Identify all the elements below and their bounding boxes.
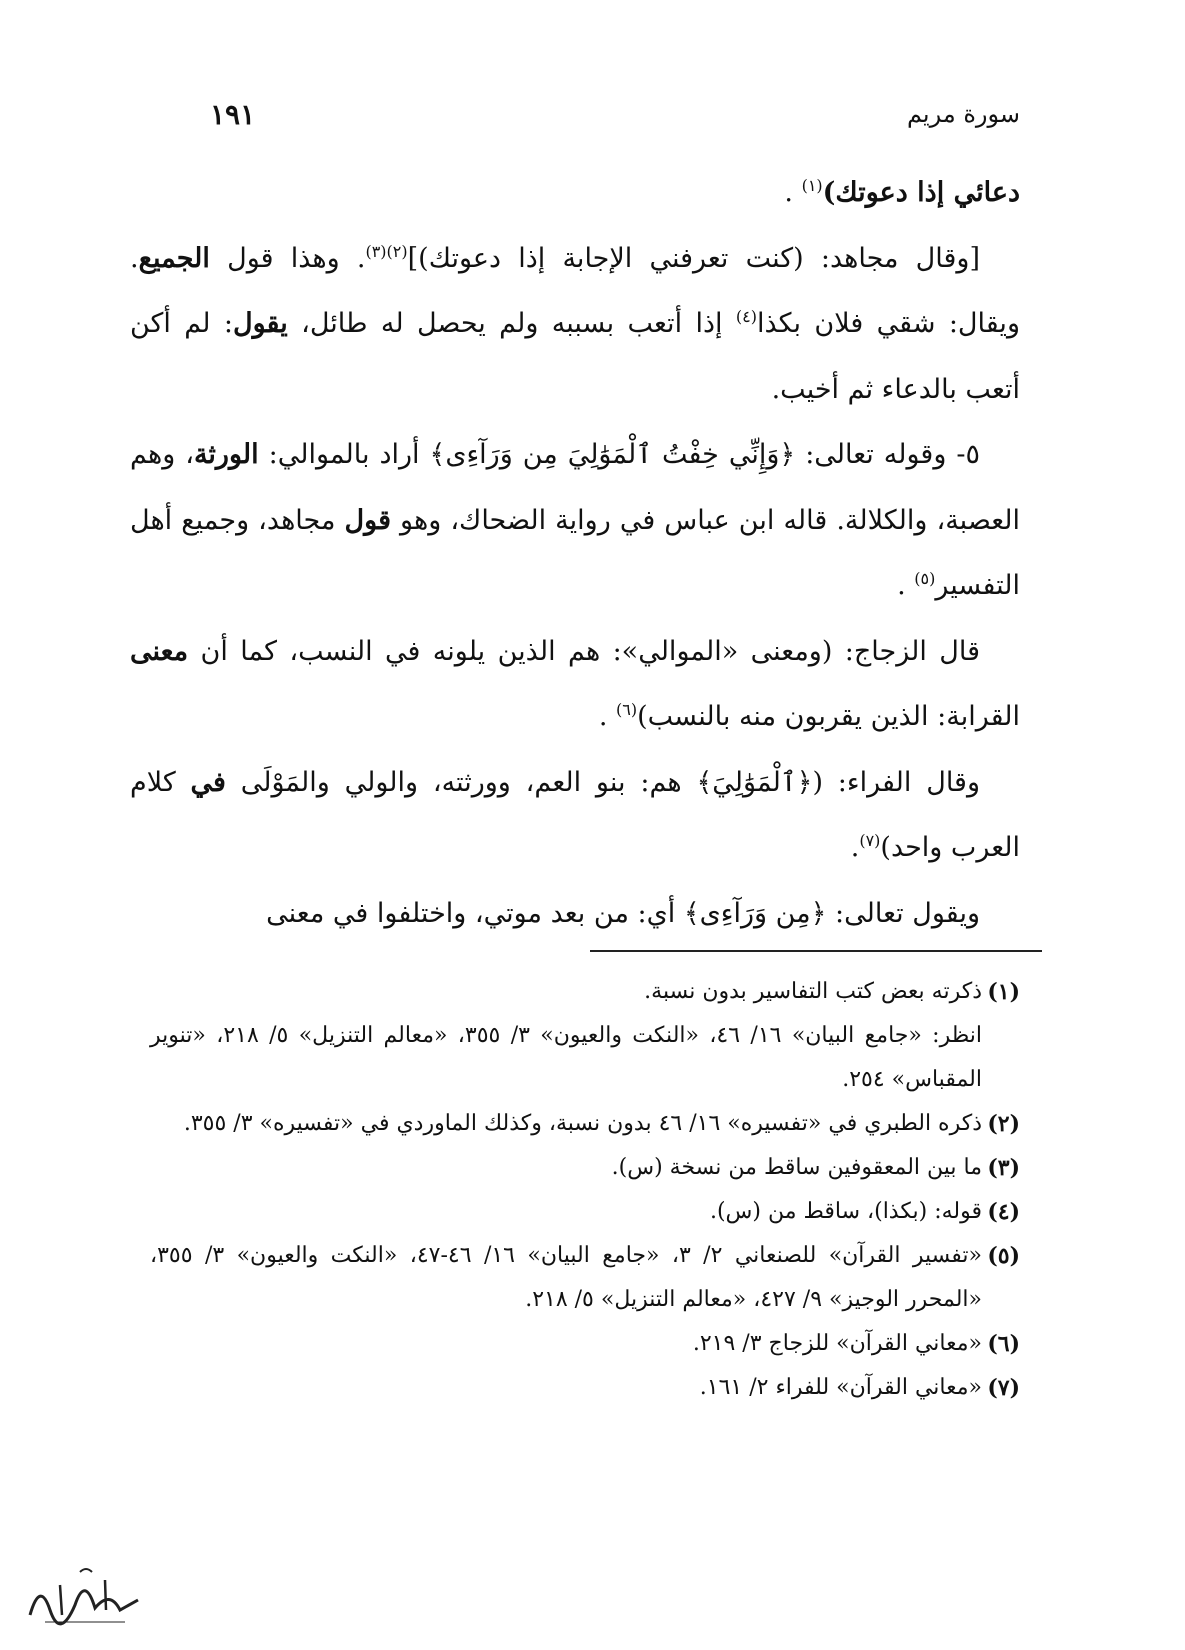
footnote-number: (٧) bbox=[987, 1375, 1020, 1401]
text-span: وقال الفراء: (﴿ٱلْمَوَٰلِيَ﴾ هم: بنو العم، وورثته، والولي والمَوْلَى bbox=[225, 766, 980, 798]
paragraph-1 bbox=[130, 160, 1020, 226]
main-text bbox=[130, 160, 1020, 946]
footnotes bbox=[150, 970, 1020, 1410]
footnote-number: (٤) bbox=[987, 1199, 1020, 1225]
footnote-ref-1: (١) bbox=[801, 176, 823, 195]
text-span: . bbox=[850, 832, 860, 863]
footnote-ref-5: (٥) bbox=[914, 569, 936, 588]
footnote-body bbox=[150, 1322, 982, 1366]
footnote-5 bbox=[150, 1234, 1020, 1322]
text-span: إذا أتعب بسببه ولم يحصل له طائل، bbox=[287, 308, 736, 339]
footnote-ref-4: (٤) bbox=[735, 307, 757, 326]
footnote-body bbox=[150, 970, 982, 1102]
text-span: [وقال مجاهد: (كنت تعرفني الإجابة إذا دعوتك)] bbox=[407, 242, 980, 274]
footnote-ref-3: (٣) bbox=[365, 241, 387, 261]
footnote-ref-2: (٢) bbox=[386, 241, 408, 261]
bold-word: معنى bbox=[130, 635, 189, 667]
footnote-line: «معاني القرآن» للفراء ٢/ ١٦١. bbox=[699, 1375, 982, 1400]
footnote-line: ذكرته بعض كتب التفاسير بدون نسبة. bbox=[644, 979, 982, 1004]
text-span: مجاهد، وجميع أهل التفسير bbox=[130, 504, 1020, 601]
running-title: سورة مريم bbox=[906, 100, 1020, 128]
paragraph-2 bbox=[130, 226, 1020, 423]
paragraph-3 bbox=[130, 422, 1020, 619]
page-number: ١٩١ bbox=[210, 98, 256, 131]
bold-word: يقول bbox=[232, 308, 288, 339]
footnote-number: (١) bbox=[987, 979, 1020, 1005]
text-span: دعائي إذا دعوتك) bbox=[822, 177, 1020, 208]
text-span: كلام العرب واحد) bbox=[130, 766, 1020, 863]
footnote-line: «تفسير القرآن» للصنعاني ٢/ ٣، «جامع البيان» ١٦/ ٤٦-٤٧، «النكت والعيون» ٣/ ٣٥٥، «المحرر الوجيز» ٩/ ٤٢٧، «معالم التنزيل» ٥/ ٢١٨. bbox=[150, 1243, 983, 1312]
paragraph-4 bbox=[130, 619, 1020, 750]
page-header bbox=[150, 98, 1020, 148]
footnote-1 bbox=[150, 970, 1020, 1102]
paragraph-5 bbox=[130, 750, 1020, 881]
footnote-line: قوله: (بكذا)، ساقط من (س). bbox=[709, 1199, 982, 1224]
footnote-3 bbox=[150, 1146, 1020, 1190]
footnote-line: انظر: «جامع البيان» ١٦/ ٤٦، «النكت والعيون» ٣/ ٣٥٥، «معالم التنزيل» ٥/ ٢١٨، «تنوير المقباس» ٢٥٤. bbox=[150, 1023, 983, 1092]
calligraphy-logo-icon bbox=[20, 1560, 150, 1630]
footnote-body bbox=[150, 1146, 982, 1190]
footnote-number: (٣) bbox=[987, 1155, 1020, 1181]
footnote-line: ذكره الطبري في «تفسيره» ١٦/ ٤٦ بدون نسبة، وكذلك الماوردي في «تفسيره» ٣/ ٣٥٥. bbox=[183, 1111, 982, 1136]
footnote-line: «معاني القرآن» للزجاج ٣/ ٢١٩. bbox=[692, 1331, 982, 1356]
footnote-line: ما بين المعقوفين ساقط من نسخة (س). bbox=[611, 1155, 982, 1180]
footnote-7 bbox=[150, 1366, 1020, 1410]
footnote-4 bbox=[150, 1190, 1020, 1234]
footnote-body bbox=[150, 1234, 982, 1322]
text-span: ، وهم العصبة، والكلالة. قاله ابن عباس في رواية الضحاك، وهو bbox=[130, 439, 1020, 536]
text-span: القرابة: الذين يقربون منه بالنسب) bbox=[637, 701, 1020, 732]
text-span: قال الزجاج: (ومعنى «الموالي»: هم الذين يلونه في النسب، كما أن bbox=[188, 635, 980, 667]
text-span: ويقول تعالى: ﴿مِن وَرَآءِى﴾ أي: من بعد موتي، واختلفوا في معنى bbox=[266, 897, 980, 929]
footnote-6 bbox=[150, 1322, 1020, 1366]
bold-word: الجميع bbox=[138, 242, 210, 274]
footnote-body bbox=[150, 1366, 982, 1410]
footnote-2 bbox=[150, 1102, 1020, 1146]
footnote-number: (٥) bbox=[987, 1243, 1020, 1269]
text-span: : لم أكن أتعب بالدعاء ثم أخيب. bbox=[130, 308, 1020, 405]
bold-word: في bbox=[190, 766, 226, 798]
bold-word: الورثة bbox=[193, 439, 259, 470]
text-span: . bbox=[897, 570, 915, 601]
footnote-body bbox=[150, 1190, 982, 1234]
text-span: . ويقال: شقي فلان بكذا bbox=[130, 242, 1020, 339]
footnote-number: (٢) bbox=[987, 1111, 1020, 1137]
paragraph-6 bbox=[130, 881, 1020, 947]
footnote-ref-7: (٧) bbox=[859, 831, 881, 850]
text-span: . bbox=[784, 177, 802, 208]
text-span: ٥- وقوله تعالى: ﴿وَإِنِّي خِفْتُ ٱلْمَوَٰلِيَ مِن وَرَآءِى﴾ أراد بالموالي: bbox=[258, 439, 980, 470]
footnote-ref-6: (٦) bbox=[616, 700, 638, 719]
footnote-divider bbox=[590, 950, 1042, 952]
footnote-number: (٦) bbox=[987, 1331, 1020, 1357]
bold-word: قول bbox=[344, 504, 391, 536]
footnote-body bbox=[150, 1102, 982, 1146]
text-span: . bbox=[598, 701, 617, 732]
text-span: . وهذا قول bbox=[209, 242, 366, 274]
